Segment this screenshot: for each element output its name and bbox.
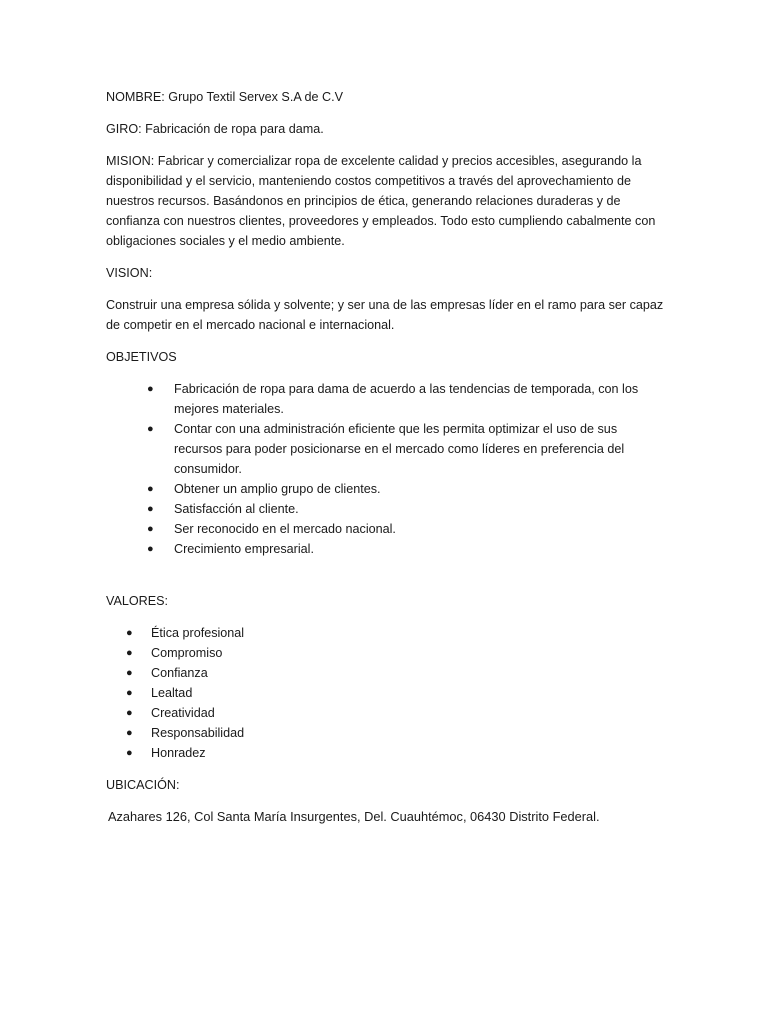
bullet-icon: ●: [147, 543, 154, 555]
bullet-icon: ●: [147, 523, 154, 535]
list-item: [106, 663, 666, 683]
location-heading: UBICACIÓN:: [106, 778, 180, 792]
value-text: Responsabilidad: [151, 726, 245, 740]
blank-line: [106, 571, 666, 591]
bullet-icon: ●: [126, 747, 133, 759]
list-item: [106, 703, 666, 723]
objective-text: Fabricación de ropa para dama de acuerdo a las tendencias de temporada, con los mejores materiales.: [174, 382, 639, 416]
bullet-icon: ●: [147, 503, 154, 515]
bullet-icon: ●: [126, 727, 133, 739]
objective-text: Ser reconocido en el mercado nacional.: [174, 522, 396, 536]
bullet-icon: ●: [147, 383, 154, 395]
vision-text: Construir una empresa sólida y solvente; y ser una de las empresas líder en el ramo para ser capaz de competir en el mercado nacional e internacional.: [106, 298, 664, 332]
list-item: [106, 723, 666, 743]
bullet-icon: ●: [126, 667, 133, 679]
objective-text: Crecimiento empresarial.: [174, 542, 314, 556]
list-item: [106, 623, 666, 643]
values-list: [106, 623, 666, 763]
value-text: Ética profesional: [151, 626, 245, 640]
company-business: GIRO: Fabricación de ropa para dama.: [106, 122, 324, 136]
objective-text: Contar con una administración eficiente que les permita optimizar el uso de sus recursos para poder posicionarse en el mercado como líderes en preferencia del consumidor.: [174, 422, 625, 476]
list-item: [106, 743, 666, 763]
mission-text: MISION: Fabricar y comercializar ropa de excelente calidad y precios accesibles, asegurando la disponibilidad y el servicio, manteniendo costos competitivos a través del aprovechamiento de nuestros recursos. Basándonos en principios de ética, generando relaciones duraderas y de confianza con nuestros clientes, proveedores y empleados. Todo esto cumpliendo cabalmente con obligaciones sociales y el medio ambiente.: [106, 154, 656, 248]
values-heading: VALORES:: [106, 594, 169, 608]
list-item: [106, 683, 666, 703]
objective-text: Obtener un amplio grupo de clientes.: [174, 482, 381, 496]
value-text: Honradez: [151, 746, 206, 760]
objectives-list: [106, 379, 666, 559]
objective-text: Satisfacción al cliente.: [174, 502, 299, 516]
value-text: Lealtad: [151, 686, 193, 700]
list-item: [106, 479, 666, 499]
location-address: Azahares 126, Col Santa María Insurgentes, Del. Cuauhtémoc, 06430 Distrito Federal.: [108, 809, 600, 824]
objectives-heading: OBJETIVOS: [106, 350, 177, 364]
list-item: [106, 379, 666, 419]
vision-heading: VISION:: [106, 266, 153, 280]
list-item: [106, 419, 666, 479]
list-item: [106, 643, 666, 663]
value-text: Confianza: [151, 666, 208, 680]
document-body: [106, 87, 666, 827]
value-text: Creatividad: [151, 706, 215, 720]
value-text: Compromiso: [151, 646, 223, 660]
bullet-icon: ●: [126, 647, 133, 659]
list-item: [106, 499, 666, 519]
bullet-icon: ●: [126, 707, 133, 719]
bullet-icon: ●: [147, 423, 154, 435]
bullet-icon: ●: [126, 687, 133, 699]
list-item: [106, 519, 666, 539]
bullet-icon: ●: [126, 627, 133, 639]
bullet-icon: ●: [147, 483, 154, 495]
company-name: NOMBRE: Grupo Textil Servex S.A de C.V: [106, 90, 344, 104]
list-item: [106, 539, 666, 559]
